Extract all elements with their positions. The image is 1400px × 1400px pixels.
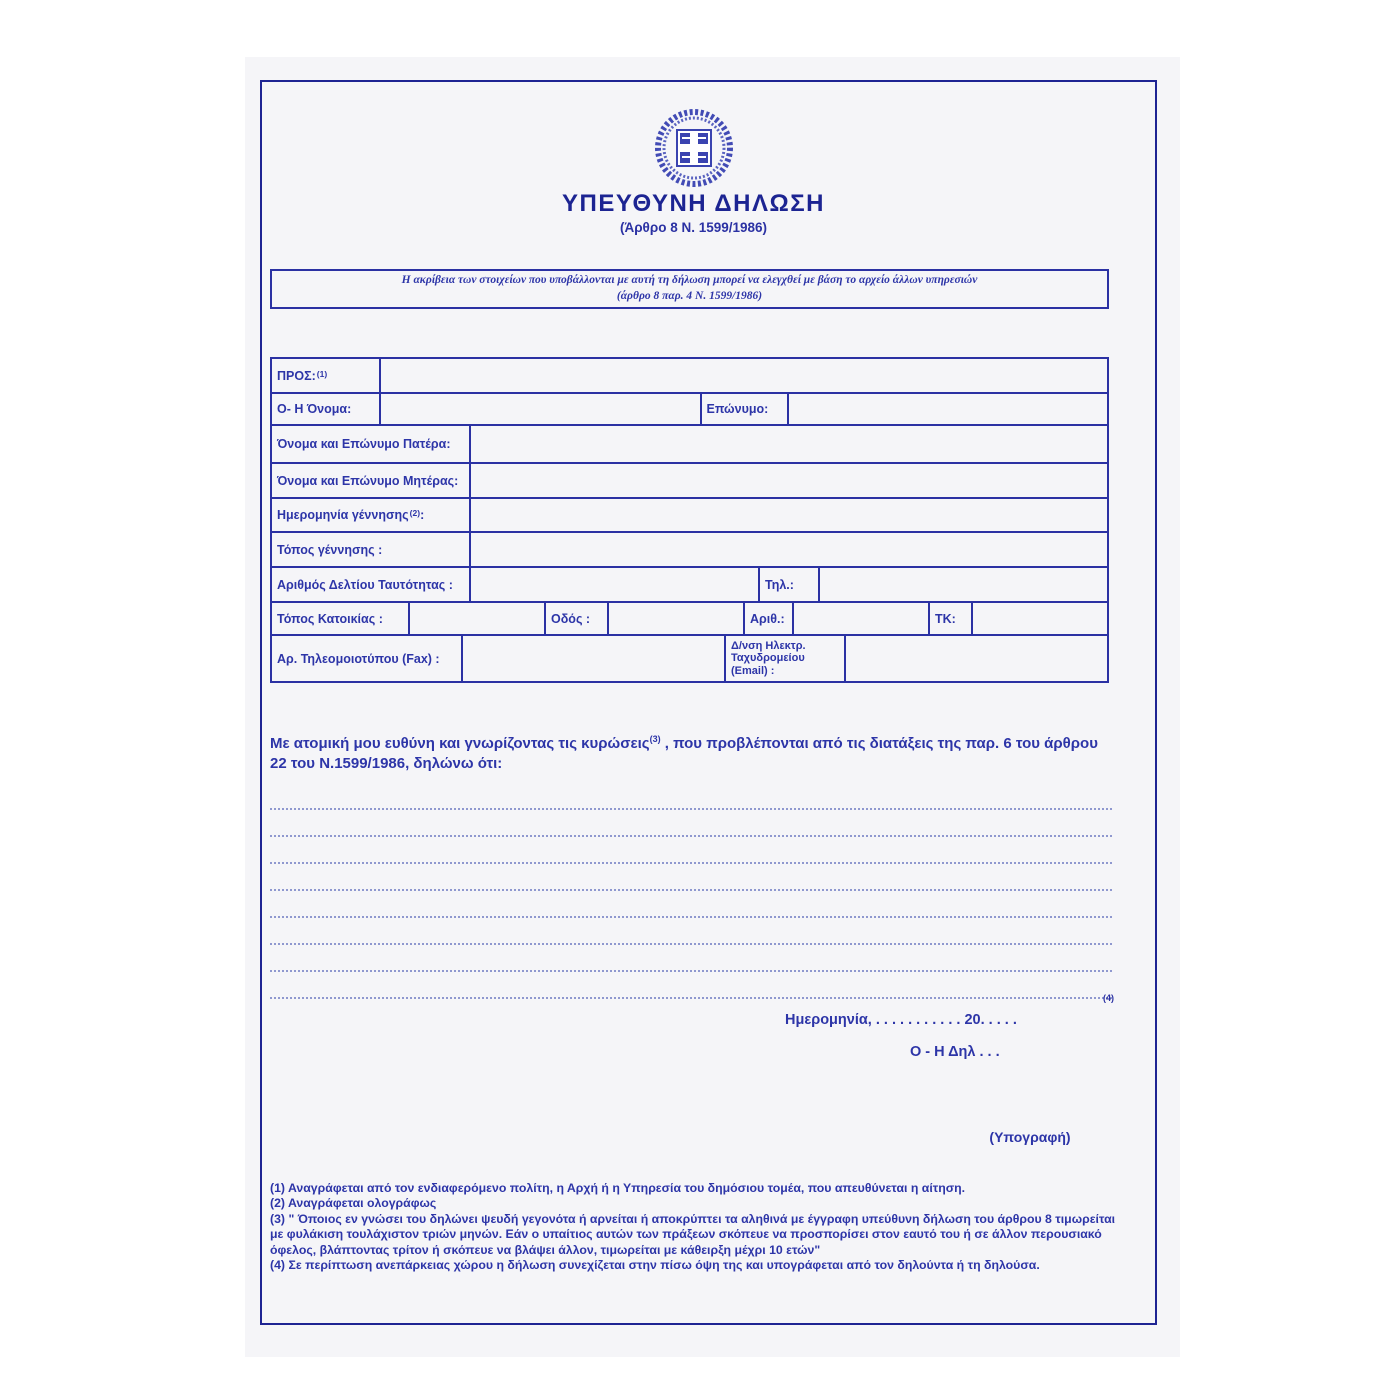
- declarant-line: Ο - Η Δηλ . . .: [910, 1044, 1000, 1060]
- row-residence: [272, 601, 1107, 634]
- mother-name-label: Όνομα και Επώνυμο Μητέρας:: [277, 473, 459, 488]
- father-name-field: [469, 426, 1107, 462]
- declaration-intro: Με ατομική μου ευθύνη και γνωρίζοντας τις κυρώσεις$^{(3)}$ , που προβλέπονται από τις διατάξεις της παρ. 6 του άρθρου 22 του Ν.1599/1986, δηλώνω ότι:: [270, 734, 1098, 773]
- row-fax-email: [272, 634, 1107, 681]
- personal-details-table: [270, 357, 1109, 683]
- email-label: Δ/νση Ηλεκτρ. Ταχυδρομείου (Email) :: [724, 636, 844, 681]
- page-title: ΥΠΕΥΘΥΝΗ ΔΗΛΩΣΗ: [562, 190, 825, 217]
- row-father: [272, 424, 1107, 462]
- surname-field: [787, 394, 1108, 424]
- pros-label: ΠΡΟΣ: (1): [277, 368, 328, 383]
- declaration-lines: [270, 783, 1114, 1003]
- fax-field: [461, 636, 724, 681]
- declaration-writein-line: [270, 918, 1112, 945]
- street-number-field: [792, 603, 928, 634]
- signature-caption: (Υπογραφή): [989, 1129, 1071, 1145]
- footnote-2: (2) Αναγράφεται ολογράφως: [270, 1196, 437, 1211]
- declaration-writein-line: [270, 972, 1114, 1003]
- footnotes: [270, 1181, 1118, 1274]
- row-birthdate: [272, 497, 1107, 531]
- residence-label: Τόπος Κατοικίας :: [277, 611, 383, 626]
- postcode-field: [971, 603, 1107, 634]
- pros-field: [379, 359, 1107, 392]
- father-name-label: Όνομα και Επώνυμο Πατέρα:: [277, 437, 451, 451]
- declaration-writein-line: [270, 783, 1112, 810]
- birthplace-label: Τόπος γέννησης :: [277, 542, 383, 557]
- declaration-writein-line: [270, 810, 1112, 837]
- firstname-field: [379, 394, 700, 424]
- footnote-ref-1: (1): [316, 368, 328, 379]
- mother-name-field: [469, 464, 1107, 497]
- id-number-field: [469, 568, 758, 601]
- emblem-container: [245, 107, 1142, 194]
- id-number-label: Αριθμός Δελτίου Ταυτότητας :: [277, 577, 453, 592]
- page-subtitle: (Άρθρο 8 Ν. 1599/1986): [619, 220, 768, 235]
- paper-sheet: [245, 57, 1180, 1357]
- firstname-label: Ο- Η Όνομα:: [277, 402, 352, 416]
- birthdate-label: Ημερομηνία γέννησης (2) :: [277, 508, 425, 522]
- declaration-writein-line: [270, 945, 1112, 972]
- date-line: Ημερομηνία, . . . . . . . . . . . 20. . . . .: [785, 1012, 1017, 1028]
- row-mother: [272, 462, 1107, 497]
- row-name: [272, 392, 1107, 424]
- footnote-ref-2: (2): [409, 508, 421, 518]
- street-field: [607, 603, 743, 634]
- footnote-ref-3: (3): [649, 734, 661, 744]
- row-pros: [272, 359, 1107, 392]
- footnote-ref-4: (4): [1103, 993, 1114, 1003]
- footnote-1: (1) Αναγράφεται από τον ενδιαφερόμενο πολίτη, η Αρχή ή η Υπηρεσία του δημόσιου τομέα, που απευθύνεται η αίτηση.: [270, 1181, 966, 1195]
- declaration-writein-line: [270, 837, 1112, 864]
- fax-label: Αρ. Τηλεομοιοτύπου (Fax) :: [277, 651, 440, 666]
- declaration-writein-line: [270, 891, 1112, 918]
- telephone-label: Τηλ.:: [758, 568, 818, 601]
- residence-field: [408, 603, 544, 634]
- street-label: Οδός :: [544, 603, 607, 634]
- greek-national-emblem-icon: [653, 107, 735, 189]
- declaration-writein-line: [270, 864, 1112, 891]
- row-birthplace: [272, 531, 1107, 566]
- telephone-field: [818, 568, 1107, 601]
- birthplace-field: [469, 533, 1107, 566]
- birthdate-field: [469, 499, 1107, 531]
- notice-line-2: (άρθρο 8 παρ. 4 Ν. 1599/1986): [616, 290, 763, 302]
- accuracy-notice-box: [270, 269, 1109, 309]
- footnote-4: (4) Σε περίπτωση ανεπάρκειας χώρου η δήλωση συνεχίζεται στην πίσω όψη της και υπογράφεται από τον δηλούντα ή τη δηλούσα.: [270, 1258, 1040, 1273]
- email-field: [844, 636, 1107, 681]
- notice-line-1: Η ακρίβεια των στοιχείων που υποβάλλονται με αυτή τη δήλωση μπορεί να ελεγχθεί με βάση το αρχείο άλλων υπηρεσιών: [401, 274, 978, 287]
- street-number-label: Αριθ.:: [743, 603, 792, 634]
- surname-label: Επώνυμο:: [700, 394, 787, 424]
- row-id-tel: [272, 566, 1107, 601]
- postcode-label: ΤΚ:: [928, 603, 971, 634]
- footnote-3: (3) " Όποιος εν γνώσει του δηλώνει ψευδή γεγονότα ή αρνείται ή αποκρύπτει τα αληθινά με έγγραφη υπεύθυνη δήλωση του άρθρου 8 τιμωρείται με φυλάκιση τουλάχιστον τριών μηνών. Εάν ο υπαίτιος αυτών των πράξεων σκόπευε να προσπορίσει στον εαυτό του ή σε άλλον περουσιακό όφελος, βλάπτοντας τρίτον ή σκόπευε να βλάψει άλλον, τιμωρείται με κάθειρξη μέχρι 10 ετών": [270, 1211, 1116, 1257]
